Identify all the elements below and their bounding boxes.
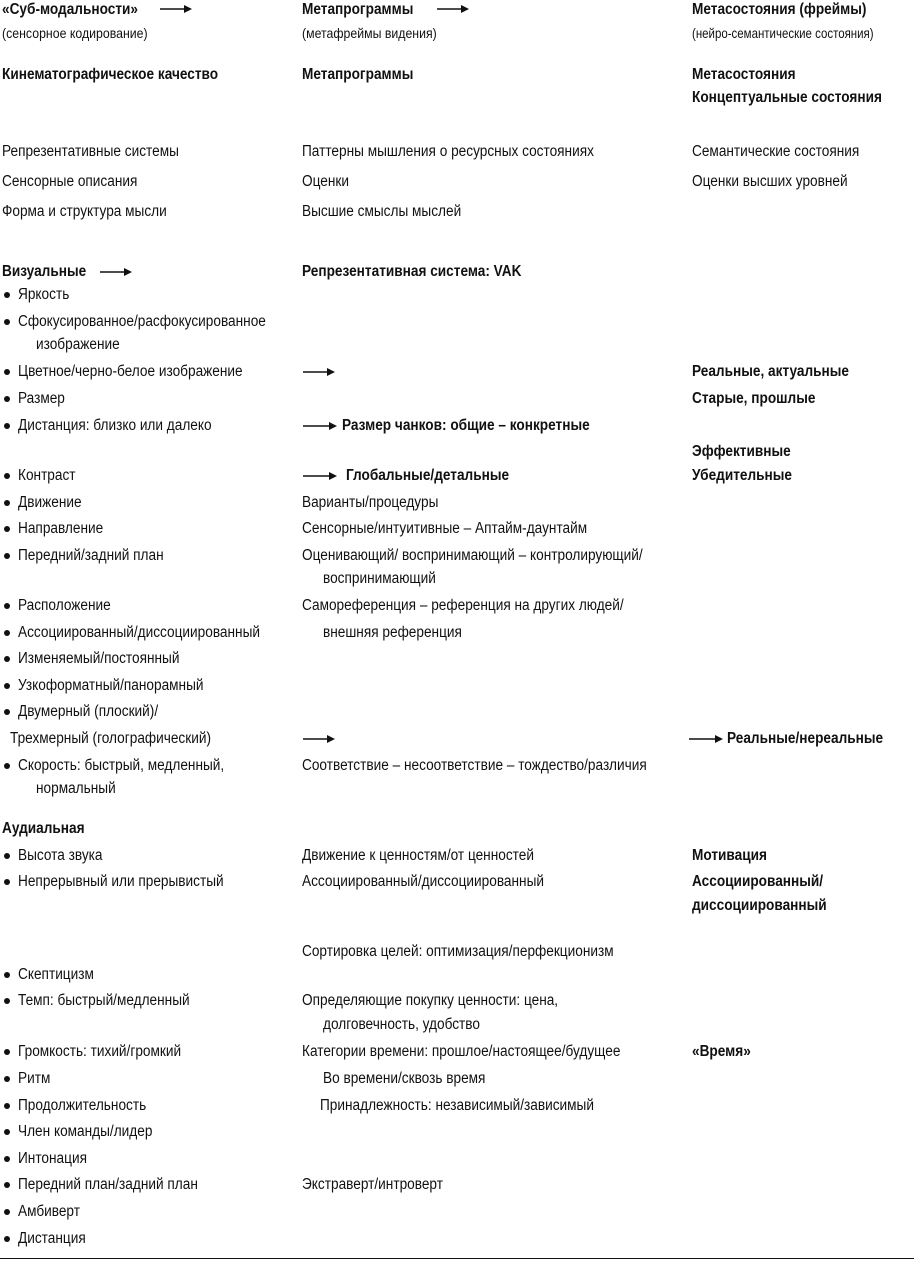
arrow-right-icon bbox=[303, 416, 337, 436]
section-title-col3-1: Метасостояния bbox=[692, 66, 796, 83]
aud-mid-belonging: Принадлежность: независимый/зависимый bbox=[320, 1097, 594, 1114]
aud-mid-values: Движение к ценностям/от ценностей bbox=[302, 847, 534, 864]
visual-item-distance: Дистанция: близко или далеко bbox=[18, 417, 212, 434]
aud-right-assoc-2: диссоциированный bbox=[692, 897, 827, 914]
bullet-icon bbox=[4, 1129, 10, 1135]
mid-global-detail: Глобальные/детальные bbox=[346, 467, 510, 484]
bullet-icon bbox=[4, 319, 10, 325]
desc-col1-2: Сенсорные описания bbox=[2, 173, 138, 190]
arrow-right-icon bbox=[160, 0, 192, 20]
auditory-item-volume: Громкость: тихий/громкий bbox=[18, 1043, 182, 1060]
aud-mid-buying-2: долговечность, удобство bbox=[323, 1016, 480, 1033]
desc-col3-2: Оценки высших уровней bbox=[692, 173, 848, 190]
aud-mid-goals: Сортировка целей: оптимизация/перфекционизм bbox=[302, 943, 614, 960]
visual-item-3d: Трехмерный (голографический) bbox=[10, 730, 212, 747]
mid-options: Варианты/процедуры bbox=[302, 494, 439, 511]
right-real-actual: Реальные, актуальные bbox=[692, 363, 849, 380]
visual-item-panoramic: Узкоформатный/панорамный bbox=[18, 677, 204, 694]
bullet-icon bbox=[4, 396, 10, 402]
col1-title: «Суб-модальности» bbox=[2, 1, 138, 18]
bullet-icon bbox=[4, 656, 10, 662]
arrow-right-icon bbox=[100, 262, 132, 282]
arrow-right-icon bbox=[303, 729, 335, 749]
mid-self-ref-2: внешняя референция bbox=[323, 624, 462, 641]
auditory-item-ambivert: Амбиверт bbox=[18, 1203, 80, 1220]
aud-mid-time-1: Категории времени: прошлое/настоящее/будущее bbox=[302, 1043, 621, 1060]
right-effective: Эффективные bbox=[692, 443, 791, 460]
mid-chunk-size: Размер чанков: общие – конкретные bbox=[342, 417, 590, 434]
visual-item-fg-bg: Передний/задний план bbox=[18, 547, 164, 564]
bullet-icon bbox=[4, 369, 10, 375]
auditory-item-fg-bg: Передний план/задний план bbox=[18, 1176, 198, 1193]
visual-item-motion: Движение bbox=[18, 494, 82, 511]
bullet-icon bbox=[4, 1049, 10, 1055]
desc-col2-1: Паттерны мышления о ресурсных состояниях bbox=[302, 143, 594, 160]
visual-item-direction: Направление bbox=[18, 520, 104, 537]
bullet-icon bbox=[4, 763, 10, 769]
desc-col1-3: Форма и структура мысли bbox=[2, 203, 167, 220]
bullet-icon bbox=[4, 473, 10, 479]
bullet-icon bbox=[4, 972, 10, 978]
bullet-icon bbox=[4, 1182, 10, 1188]
right-old-past: Старые, прошлые bbox=[692, 390, 816, 407]
mid-evaluating-2: воспринимающий bbox=[323, 570, 436, 587]
bullet-icon bbox=[4, 683, 10, 689]
col3-subtitle: (нейро-семантические состояния) bbox=[692, 25, 874, 41]
bullet-icon bbox=[4, 1076, 10, 1082]
bullet-icon bbox=[4, 879, 10, 885]
section-title-col1: Кинематографическое качество bbox=[2, 66, 219, 83]
arrow-right-icon bbox=[303, 362, 335, 382]
desc-col2-3: Высшие смыслы мыслей bbox=[302, 203, 462, 220]
arrow-right-icon bbox=[437, 0, 469, 20]
bullet-icon bbox=[4, 526, 10, 532]
visual-item-color: Цветное/черно-белое изображение bbox=[18, 363, 243, 380]
visual-item-speed: Скорость: быстрый, медленный, bbox=[18, 757, 225, 774]
bullet-icon bbox=[4, 423, 10, 429]
col2-subtitle: (метафреймы видения) bbox=[302, 25, 437, 41]
aud-right-time: «Время» bbox=[692, 1043, 751, 1060]
bullet-icon bbox=[4, 292, 10, 298]
auditory-item-tempo: Темп: быстрый/медленный bbox=[18, 992, 190, 1009]
aud-mid-buying-1: Определяющие покупку ценности: цена, bbox=[302, 992, 559, 1009]
col1-subtitle: (сенсорное кодирование) bbox=[2, 25, 148, 41]
visual-item-size: Размер bbox=[18, 390, 65, 407]
visual-item-focus: Сфокусированное/расфокусированное bbox=[18, 313, 266, 330]
visual-item-contrast: Контраст bbox=[18, 467, 76, 484]
section-title-col3-2: Концептуальные состояния bbox=[692, 89, 882, 106]
visual-item-focus-cont: изображение bbox=[36, 336, 120, 353]
arrow-right-icon bbox=[689, 729, 723, 749]
col2-title: Метапрограммы bbox=[302, 1, 414, 18]
aud-mid-time-2: Во времени/сквозь время bbox=[323, 1070, 486, 1087]
bullet-icon bbox=[4, 1236, 10, 1242]
bullet-icon bbox=[4, 853, 10, 859]
mid-evaluating-1: Оценивающий/ воспринимающий – контролирующий/ bbox=[302, 547, 643, 564]
visual-item-speed-cont: нормальный bbox=[36, 780, 116, 797]
bullet-icon bbox=[4, 1209, 10, 1215]
auditory-item-continuous: Непрерывный или прерывистый bbox=[18, 873, 224, 890]
desc-col1-1: Репрезентативные системы bbox=[2, 143, 179, 160]
col3-title: Метасостояния (фреймы) bbox=[692, 1, 867, 18]
auditory-item-distance: Дистанция bbox=[18, 1230, 86, 1247]
mid-self-ref-1: Самореференция – референция на других людей/ bbox=[302, 597, 624, 614]
visual-item-brightness: Яркость bbox=[18, 286, 70, 303]
auditory-item-rhythm: Ритм bbox=[18, 1070, 51, 1087]
bullet-icon bbox=[4, 553, 10, 559]
mid-match: Соответствие – несоответствие – тождество/различия bbox=[302, 757, 647, 774]
bottom-rule bbox=[0, 1258, 914, 1259]
bullet-icon bbox=[4, 1103, 10, 1109]
auditory-item-team: Член команды/лидер bbox=[18, 1123, 153, 1140]
bullet-icon bbox=[4, 709, 10, 715]
auditory-heading: Аудиальная bbox=[2, 820, 85, 837]
aud-mid-extravert: Экстраверт/интроверт bbox=[302, 1176, 443, 1193]
bullet-icon bbox=[4, 630, 10, 636]
mid-sensory: Сенсорные/интуитивные – Аптайм-даунтайм bbox=[302, 520, 588, 537]
bullet-icon bbox=[4, 998, 10, 1004]
auditory-item-duration: Продолжительность bbox=[18, 1097, 147, 1114]
aud-right-motivation: Мотивация bbox=[692, 847, 767, 864]
bullet-icon bbox=[4, 500, 10, 506]
aud-right-assoc-1: Ассоциированный/ bbox=[692, 873, 824, 890]
auditory-item-pitch: Высота звука bbox=[18, 847, 103, 864]
desc-col2-2: Оценки bbox=[302, 173, 349, 190]
visual-item-changeable: Изменяемый/постоянный bbox=[18, 650, 180, 667]
rep-system-label: Репрезентативная система: VAK bbox=[302, 263, 522, 280]
right-real-unreal: Реальные/нереальные bbox=[727, 730, 884, 747]
visual-item-2d: Двумерный (плоский)/ bbox=[18, 703, 159, 720]
bullet-icon bbox=[4, 1156, 10, 1162]
section-title-col2: Метапрограммы bbox=[302, 66, 414, 83]
visual-heading: Визуальные bbox=[2, 263, 87, 280]
aud-mid-assoc: Ассоциированный/диссоциированный bbox=[302, 873, 545, 890]
right-convincing: Убедительные bbox=[692, 467, 792, 484]
desc-col3-1: Семантические состояния bbox=[692, 143, 860, 160]
bullet-icon bbox=[4, 603, 10, 609]
visual-item-assoc: Ассоциированный/диссоциированный bbox=[18, 624, 261, 641]
arrow-right-icon bbox=[303, 466, 337, 486]
auditory-item-skepticism: Скептицизм bbox=[18, 966, 94, 983]
auditory-item-intonation: Интонация bbox=[18, 1150, 87, 1167]
visual-item-location: Расположение bbox=[18, 597, 111, 614]
